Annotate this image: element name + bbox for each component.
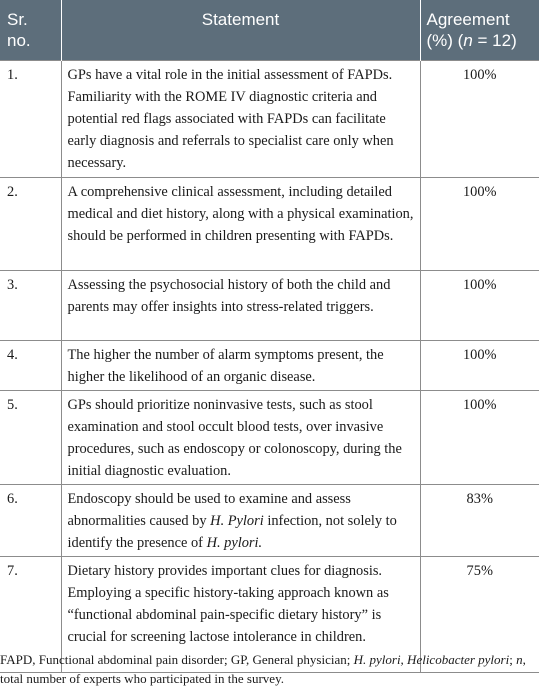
table-row	[0, 178, 539, 271]
footnote-text: ;	[509, 652, 517, 667]
header-agreement-n: n	[463, 31, 473, 50]
header-agreement	[420, 0, 539, 61]
footnote-italic: n	[516, 652, 523, 667]
table-body	[0, 61, 539, 673]
statement-cell: The higher the number of alarm symptoms present, the higher the likelihood of an organic disease.	[61, 341, 420, 391]
header-sr-no: Sr. no.	[0, 0, 61, 61]
sr-cell: 2.	[0, 178, 61, 271]
agreement-cell: 100%	[420, 271, 539, 341]
statement-italic-term: H. pylori.	[206, 535, 263, 551]
table-row	[0, 61, 539, 178]
sr-cell: 1.	[0, 61, 61, 178]
sr-cell: 6.	[0, 485, 61, 557]
header-agreement-line1: Agreement	[426, 10, 510, 29]
table-row	[0, 391, 539, 485]
header-statement: Statement	[61, 0, 420, 61]
table-row	[0, 271, 539, 341]
table-header	[0, 0, 539, 61]
agreement-cell: 100%	[420, 391, 539, 485]
agreement-cell: 83%	[420, 485, 539, 557]
statement-text: infection, not solely to identify the presence of	[67, 513, 397, 551]
statement-italic-term: H. Pylori	[210, 513, 264, 529]
table-footnote	[0, 650, 539, 688]
statement-cell: Dietary history provides important clues for diagnosis. Employing a specific history-taking approach known as “functional abdominal pain-specific dietary history” is crucial for screening lactose intolerance in children.	[61, 557, 420, 673]
statement-cell	[61, 485, 420, 557]
header-agreement-pct: (%) (	[426, 31, 464, 50]
statement-text: Endoscopy should be used to examine and assess abnormalities caused by	[67, 491, 351, 529]
agreement-cell: 100%	[420, 61, 539, 178]
sr-cell: 7.	[0, 557, 61, 673]
agreement-cell: 75%	[420, 557, 539, 673]
statement-cell: GPs should prioritize noninvasive tests, such as stool examination and stool occult blood tests, over invasive procedures, such as endoscopy or colonoscopy, during the initial diagnostic evaluation.	[61, 391, 420, 485]
statement-cell: A comprehensive clinical assessment, including detailed medical and diet history, along with a physical examination, should be performed in children presenting with FAPDs.	[61, 178, 420, 271]
header-agreement-count: = 12)	[472, 31, 517, 50]
statement-cell: GPs have a vital role in the initial assessment of FAPDs. Familiarity with the ROME IV diagnostic criteria and potential red flags associated with FAPDs can facilitate early diagnosis and referrals to specialist care only when necessary.	[61, 61, 420, 178]
sr-cell: 3.	[0, 271, 61, 341]
footnote-text: FAPD, Functional abdominal pain disorder; GP, General physician;	[0, 652, 354, 667]
footnote-italic: H. pylori, Helicobacter pylori	[353, 652, 510, 667]
footnote-text: , total number of experts who participated in the survey.	[0, 652, 526, 686]
table-row	[0, 485, 539, 557]
table-row	[0, 341, 539, 391]
sr-cell: 4.	[0, 341, 61, 391]
header-row	[0, 0, 539, 61]
agreement-cell: 100%	[420, 178, 539, 271]
agreement-cell: 100%	[420, 341, 539, 391]
statement-cell: Assessing the psychosocial history of both the child and parents may offer insights into stress-related triggers.	[61, 271, 420, 341]
sr-cell: 5.	[0, 391, 61, 485]
